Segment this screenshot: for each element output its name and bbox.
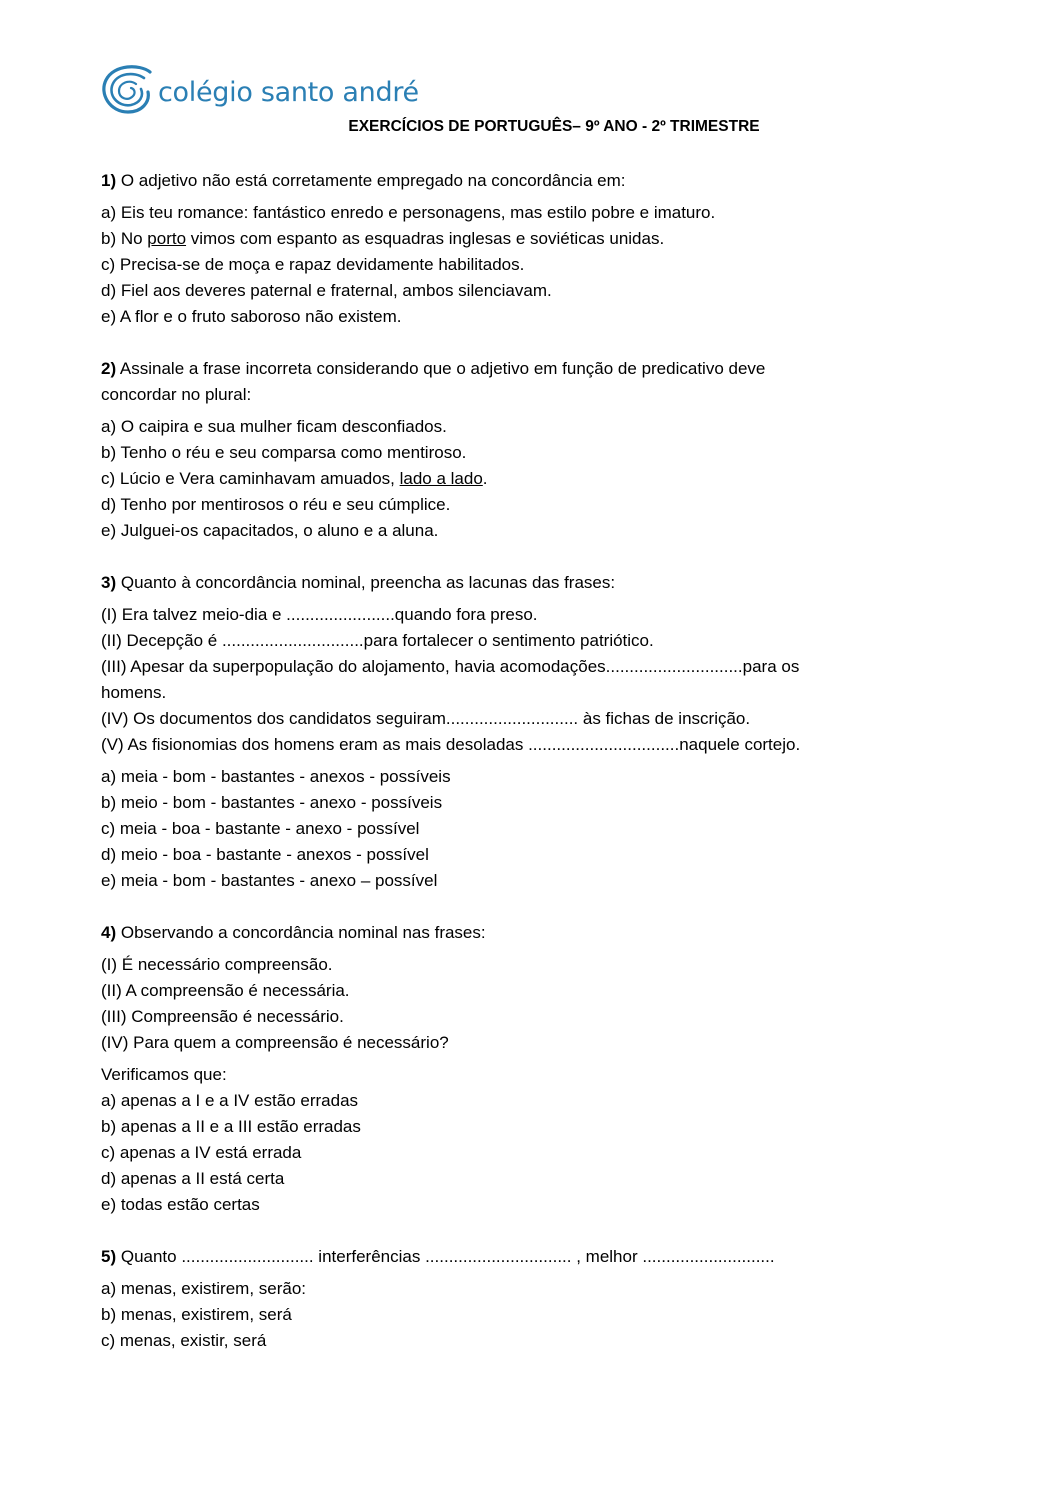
sentence-iv: (IV) Os documentos dos candidatos seguiram............................ às fichas de inscrição. [101,709,751,728]
option-e: e) A flor e o fruto saboroso não existem. [101,307,402,326]
sentence-i: (I) É necessário compreensão. [101,955,333,974]
option-c: c) menas, existir, será [101,1331,267,1350]
option-a: a) menas, existirem, serão: [101,1279,307,1298]
question-2-prompt-cont: concordar no plural: [101,385,252,404]
school-name: colégio santo andré [158,76,419,108]
question-text: Assinale a frase incorreta considerando que o adjetivo em função de predicativo deve [116,359,766,378]
option-e: e) meia - bom - bastantes - anexo – possível [101,871,438,890]
option-text: b) No [101,229,148,248]
option-c: c) Precisa-se de moça e rapaz devidamente habilitados. [101,255,525,274]
verify-label: Verificamos que: [101,1065,227,1084]
question-text: Quanto ............................ interferências ............................... , melhor ............................ [116,1247,775,1266]
sentence-ii: (II) A compreensão é necessária. [101,981,350,1000]
sentence-i: (I) Era talvez meio-dia e .......................quando fora preso. [101,605,538,624]
option-c [101,466,961,492]
option-text: vimos com espanto as esquadras inglesas e soviéticas unidas. [186,229,665,248]
spiral-logo-icon [100,62,156,116]
question-2-prompt [101,356,961,382]
sentence-iii-cont: homens. [101,683,167,702]
option-d: d) apenas a II está certa [101,1169,285,1188]
option-a: a) apenas a I e a IV estão erradas [101,1091,359,1110]
option-a: a) Eis teu romance: fantástico enredo e personagens, mas estilo pobre e imaturo. [101,203,716,222]
sentence-iv: (IV) Para quem a compreensão é necessário? [101,1033,449,1052]
underlined-word: porto [147,229,187,248]
exercise-list [101,168,961,1354]
option-b: b) meio - bom - bastantes - anexo - possíveis [101,793,443,812]
question-number: 5) [101,1247,117,1266]
option-c: c) meia - boa - bastante - anexo - possível [101,819,420,838]
question-4-prompt [101,920,961,946]
question-text: O adjetivo não está corretamente empregado na concordância em: [116,171,626,190]
option-d: d) meio - boa - bastante - anexos - possível [101,845,429,864]
option-d: d) Fiel aos deveres paternal e fraternal, ambos silenciavam. [101,281,552,300]
question-number: 2) [101,359,117,378]
question-number: 3) [101,573,117,592]
school-logo [100,62,419,116]
question-text: Quanto à concordância nominal, preencha as lacunas das frases: [116,573,616,592]
question-1-prompt [101,168,961,194]
question-5-prompt [101,1244,961,1270]
option-a: a) meia - bom - bastantes - anexos - possíveis [101,767,451,786]
sentence-iii: (III) Apesar da superpopulação do alojamento, havia acomodações.............................para os [101,657,800,676]
question-number: 4) [101,923,117,942]
option-c: c) apenas a IV está errada [101,1143,302,1162]
option-b: b) Tenho o réu e seu comparsa como mentiroso. [101,443,467,462]
option-text: c) Lúcio e Vera caminhavam amuados, [101,469,400,488]
option-b: b) apenas a II e a III estão erradas [101,1117,361,1136]
question-number: 1) [101,171,117,190]
option-text: . [482,469,488,488]
question-3-prompt [101,570,961,596]
option-a: a) O caipira e sua mulher ficam desconfiados. [101,417,447,436]
sentence-v: (V) As fisionomias dos homens eram as mais desoladas ................................naquele cortejo. [101,735,801,754]
option-b: b) menas, existirem, será [101,1305,292,1324]
question-text: Observando a concordância nominal nas frases: [116,923,486,942]
option-e: e) Julguei-os capacitados, o aluno e a aluna. [101,521,439,540]
option-e: e) todas estão certas [101,1195,260,1214]
option-d: d) Tenho por mentirosos o réu e seu cúmplice. [101,495,451,514]
sentence-iii: (III) Compreensão é necessário. [101,1007,344,1026]
option-b [101,226,961,252]
page-title: EXERCÍCIOS DE PORTUGUÊS– 9º ANO - 2º TRIMESTRE [348,118,760,135]
sentence-ii: (II) Decepção é ..............................para fortalecer o sentimento patriótico. [101,631,654,650]
underlined-phrase: lado a lado [399,469,483,488]
